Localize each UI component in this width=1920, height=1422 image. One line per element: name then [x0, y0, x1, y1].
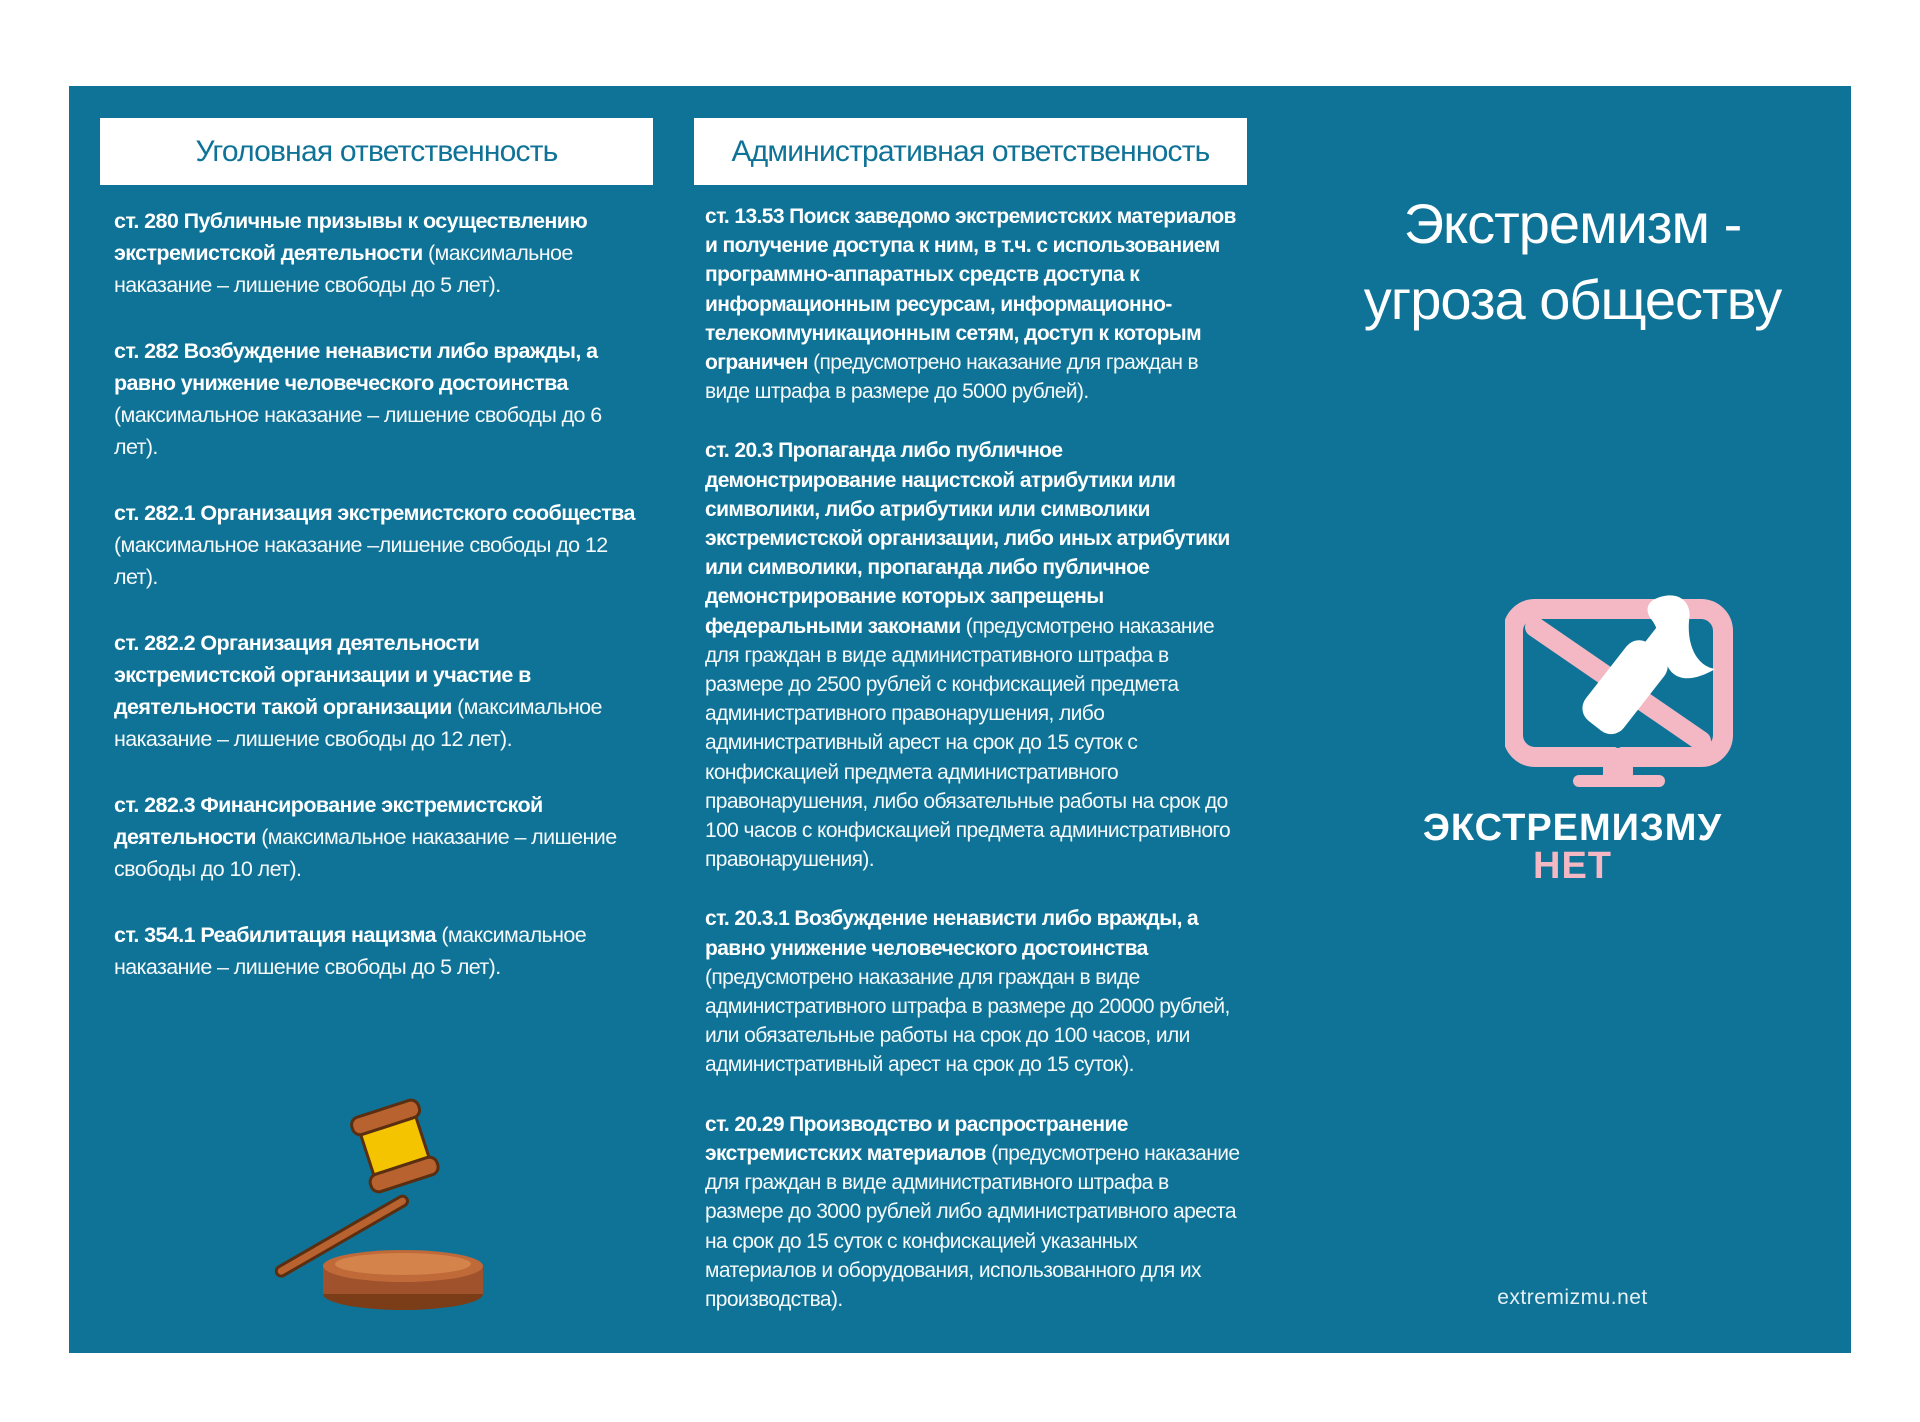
entry-title: ст. 20.3.1 Возбуждение ненависти либо вражды, а равно унижение человеческого достоинства: [705, 907, 1199, 960]
entry-title: ст. 20.3 Пропаганда либо публичное демонстрирование нацистской атрибутики или символики, либо атрибутики или символики экстремистской организации, либо иных атрибутики или символики, пропаганда либо публичное демонстрирование которых запрещены федеральными законами: [705, 439, 1230, 638]
entry-desc: (предусмотрено наказание для граждан в виде административного штрафа в размере до 20000 рублей, или обязательные работы на срок до 100 часов, или административный арест на срок до 15 суток).: [705, 965, 1230, 1077]
criminal-entry: [114, 627, 639, 755]
logo-text-accent: НЕТ: [1533, 845, 1612, 887]
entry-title: ст. 282 Возбуждение ненависти либо вражды, а равно унижение человеческого достоинства: [114, 339, 598, 395]
criminal-entry: [114, 789, 639, 885]
entry-title: ст. 280 Публичные призывы к осуществлению экстремистской деятельности: [114, 209, 588, 265]
entry-desc: (максимальное наказание – лишение свободы до 5 лет).: [114, 241, 573, 297]
entry-desc: (максимальное наказание – лишение свободы до 10 лет).: [114, 825, 617, 881]
entry-title: ст. 20.29 Производство и распространение экстремистских материалов: [705, 1112, 1128, 1165]
administrative-entry: [705, 1110, 1243, 1314]
entry-title: ст. 354.1 Реабилитация нацизма: [114, 923, 436, 947]
criminal-entries: [100, 205, 653, 983]
entry-title: ст. 13.53 Поиск заведомо экстремистских материалов и получение доступа к ним, в т.ч. с использованием программно-аппаратных средств доступа к информационным ресурсам, информационно-телекоммуникационным сетям, доступ к которым ограничен: [705, 205, 1236, 375]
entry-desc: (максимальное наказание – лишение свободы до 12 лет).: [114, 695, 602, 751]
entry-desc: (предусмотрено наказание для граждан в виде штрафа в размере до 5000 рублей).: [705, 351, 1199, 404]
administrative-entry: [705, 436, 1243, 874]
entry-desc: (предусмотрено наказание для граждан в виде административного штрафа в размере до 2500 рублей с конфискацией предмета административного правонарушения, либо административный арест на срок до 15 суток с конфискацией предмета административного правонарушения, либо обязательные работы на срок до 100 часов с конфискацией предмета административного правонарушения).: [705, 614, 1231, 872]
entry-title: ст. 282.1 Организация экстремистского сообщества: [114, 501, 635, 525]
entry-desc: (максимальное наказание – лишение свободы до 5 лет).: [114, 923, 587, 979]
administrative-entry: [705, 202, 1243, 406]
entry-desc: (предусмотрено наказание для граждан в виде административного штрафа в размере до 3000 рублей либо административного ареста на срок до 15 суток с конфискацией указанных материалов и оборудования, использованного для их производства).: [705, 1141, 1240, 1311]
criminal-entry: [114, 497, 639, 593]
entry-desc: (максимальное наказание –лишение свободы до 12 лет).: [114, 533, 608, 589]
entry-desc: (максимальное наказание – лишение свободы до 6 лет).: [114, 403, 602, 459]
cover-title: [1294, 186, 1851, 338]
gavel-icon: [268, 1086, 508, 1316]
logo-text-main: ЭКСТРЕМИЗМУ: [1422, 807, 1723, 849]
brochure-panel: [69, 86, 1851, 1353]
entry-title: ст. 282.3 Финансирование экстремистской деятельности: [114, 793, 543, 849]
crossed-out-tv-bottle-icon: [1505, 591, 1755, 806]
criminal-entry: [114, 205, 639, 301]
criminal-liability-column: [100, 86, 653, 1017]
cover-title-line-1: Экстремизм -: [1403, 192, 1742, 255]
criminal-entry: [114, 919, 639, 983]
administrative-entry: [705, 904, 1243, 1079]
administrative-liability-column: [694, 86, 1254, 1344]
entry-title: ст. 282.2 Организация деятельности экстремистской организации и участие в деятельности такой организации: [114, 631, 531, 719]
website-link[interactable]: extremizmu.net: [1497, 1286, 1648, 1309]
cover-title-line-2: угроза обществу: [1363, 268, 1782, 331]
criminal-liability-header: Уголовная ответственность: [100, 118, 653, 185]
administrative-liability-header: Административная ответственность: [694, 118, 1247, 185]
criminal-entry: [114, 335, 639, 463]
administrative-entries: [694, 202, 1254, 1314]
